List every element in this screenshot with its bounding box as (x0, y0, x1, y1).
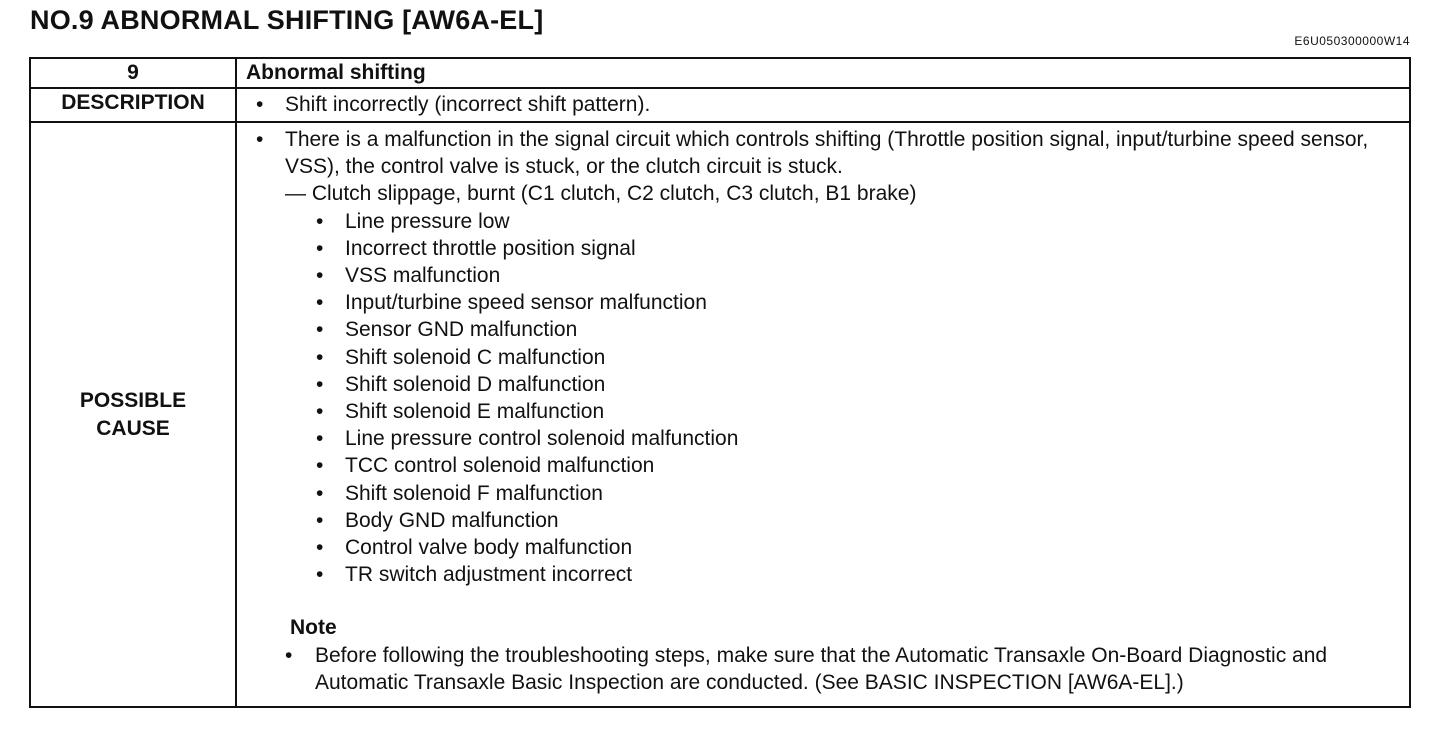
header-title-cell: Abnormal shifting (236, 58, 1410, 88)
cause-item-list (237, 208, 1409, 589)
list-item: • Body GND malfunction (237, 507, 1409, 534)
cause-main-text: • There is a malfunction in the signal circuit which controls shifting (Throttle position signal, input/turbine speed sensor, VSS), the control valve is stuck, or the clutch circuit is stuck. (237, 126, 1409, 180)
page-title: NO.9 ABNORMAL SHIFTING [AW6A-EL] (30, 5, 544, 35)
list-item: • Shift solenoid C malfunction (237, 344, 1409, 371)
list-item: • VSS malfunction (237, 262, 1409, 289)
list-item: • Line pressure low (237, 208, 1409, 235)
list-item: • Input/turbine speed sensor malfunction (237, 289, 1409, 316)
list-item: • TR switch adjustment incorrect (237, 561, 1409, 588)
list-item: • Shift solenoid D malfunction (237, 371, 1409, 398)
list-item: • Shift solenoid E malfunction (237, 398, 1409, 425)
note-title: Note (290, 616, 337, 640)
description-row (30, 88, 1410, 122)
list-item: • Incorrect throttle position signal (237, 235, 1409, 262)
list-item: • Shift solenoid F malfunction (237, 480, 1409, 507)
possible-cause-label-line2: CAUSE (96, 416, 170, 440)
table-header-row (30, 58, 1410, 88)
cause-dash-text: — Clutch slippage, burnt (C1 clutch, C2 clutch, C3 clutch, B1 brake) (285, 182, 917, 206)
possible-cause-row (30, 122, 1410, 707)
list-item: • Control valve body malfunction (237, 534, 1409, 561)
document-code: E6U050300000W14 (1294, 34, 1410, 48)
note-text: • Before following the troubleshooting steps, make sure that the Automatic Transaxle On-Board Diagnostic and Automatic Transaxle Basic Inspection are conducted. (See BASIC INSPECTION [AW6A-EL].) (237, 642, 1409, 696)
possible-cause-cell (236, 122, 1410, 707)
list-item: • Line pressure control solenoid malfunction (237, 425, 1409, 452)
possible-cause-label (30, 122, 236, 707)
troubleshooting-table (29, 57, 1411, 708)
list-item: • Sensor GND malfunction (237, 316, 1409, 343)
description-text: • Shift incorrectly (incorrect shift pattern). (237, 89, 1409, 119)
description-cell (236, 88, 1410, 122)
possible-cause-label-line1: POSSIBLE (79, 388, 187, 412)
description-label: DESCRIPTION (30, 88, 236, 122)
header-number-cell: 9 (30, 58, 236, 88)
list-item: • TCC control solenoid malfunction (237, 452, 1409, 479)
